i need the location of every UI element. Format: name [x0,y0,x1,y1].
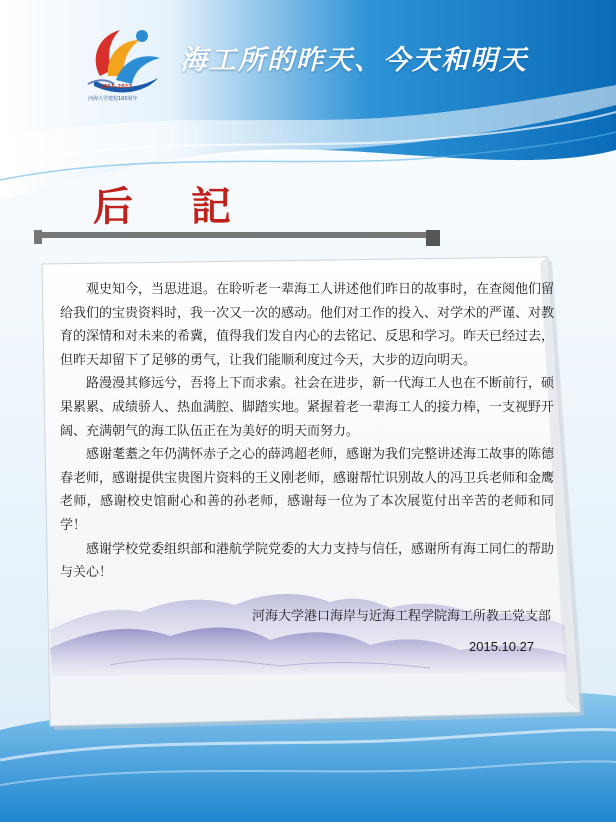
afterword-body [60,278,554,585]
paragraph: 路漫漫其修远兮，吾将上下而求索。社会在进步，新一代海工人也在不断前行，硕果累累、成绩骄人、热血满腔、脚踏实地。紧握着老一辈海工人的接力棒，一支视野开阔、充满朝气的海工队伍正在为美好的明天而努力。 [60,376,555,439]
banner-title: 海工所的昨天、今天和明天 [180,45,528,76]
paragraph: 观史知今，当思进退。在聆听老一辈海工人讲述他们昨日的故事时，在查阅他们留给我们的宝贵资料时，我一次又一次的感动。他们对工作的投入、对学术的严谨、对教育的深情和对未来的希冀，值得我们发自内心的去铭记、反思和学习。昨天已经过去，但昨天却留下了足够的勇气，让我们能顺利度过今天，大步的迈向明天。 [60,282,555,368]
logo-subtitle: 河海大学建校100周年 [88,96,138,102]
paragraph: 感谢耄耋之年仍满怀赤子之心的薛鸿超老师，感谢为我们完整讲述海工故事的陈德春老师，感谢提供宝贵图片资料的王义刚老师，感谢帮忙识别故人的冯卫兵老师和金鹰老师，感谢校史馆耐心和善的孙老师，感谢每一位为了本次展览付出辛苦的老师和同学！ [60,447,555,533]
logo-years: 1915-2015 [100,84,133,90]
signature: 河海大学港口海岸与近海工程学院海工所教工党支部 [251,609,551,624]
page-title: 后 記 [93,183,253,230]
paragraph: 感谢学校党委组织部和港航学院党委的大力支持与信任，感谢所有海工同仁的帮助与关心！ [60,541,555,581]
date: 2015.10.27 [469,639,535,654]
